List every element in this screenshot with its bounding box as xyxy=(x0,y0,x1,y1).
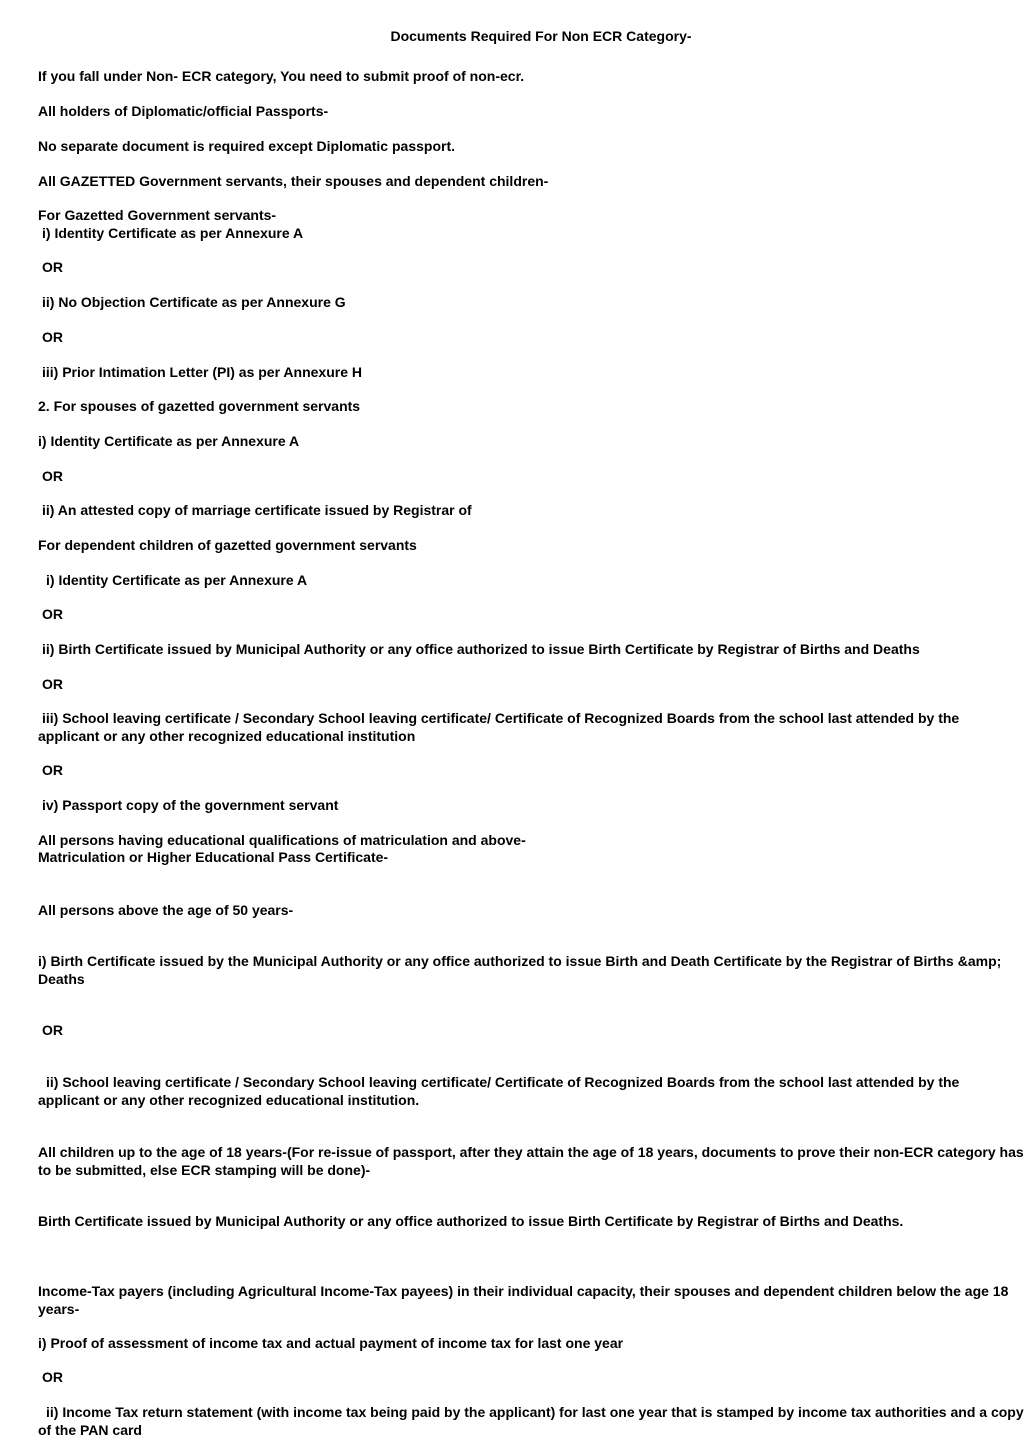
or-separator: OR xyxy=(42,1369,63,1385)
list-item: i) Birth Certificate issued by the Municipal Authority or any office authorized to issue Birth and Death Certificate by the Registrar of Births &amp; Deaths xyxy=(38,953,1002,987)
or-separator: OR xyxy=(42,676,63,692)
list-item: ii) Birth Certificate issued by Municipal Authority or any office authorized to issue Birth Certificate by Registrar of Births and Deaths xyxy=(42,641,920,657)
subheading-spouses: 2. For spouses of gazetted government servants xyxy=(38,398,361,414)
or-separator: OR xyxy=(42,762,63,778)
intro-line: If you fall under Non- ECR category, You need to submit proof of non-ecr. xyxy=(38,68,525,84)
list-item: i) Proof of assessment of income tax and actual payment of income tax for last one year xyxy=(38,1335,624,1351)
list-item: iii) School leaving certificate / Secondary School leaving certificate/ Certificate of Recognized Boards from the school last attended by the applicant or any other recognized educational institution xyxy=(38,710,960,744)
section-heading-above-50: All persons above the age of 50 years- xyxy=(38,902,294,918)
list-item: i) Identity Certificate as per Annexure A xyxy=(42,225,304,241)
or-separator: OR xyxy=(42,1022,63,1038)
children-requirement: Birth Certificate issued by Municipal Authority or any office authorized to issue Birth Certificate by Registrar of Births and Deaths. xyxy=(38,1213,904,1229)
list-item: ii) Income Tax return statement (with income tax being paid by the applicant) for last one year that is stamped by income tax authorities and a copy of the PAN card xyxy=(38,1404,1024,1438)
section-heading-diplomatic: All holders of Diplomatic/official Passports- xyxy=(38,103,329,119)
subheading-dependent-children: For dependent children of gazetted government servants xyxy=(38,537,417,553)
list-item: ii) No Objection Certificate as per Annexure G xyxy=(42,294,346,310)
list-item: i) Identity Certificate as per Annexure A xyxy=(38,433,300,449)
section-heading-gazetted: All GAZETTED Government servants, their spouses and dependent children- xyxy=(38,173,549,189)
list-item: iv) Passport copy of the government servant xyxy=(42,797,339,813)
list-item: ii) School leaving certificate / Secondary School leaving certificate/ Certificate of Recognized Boards from the school last attended by the applicant or any other recognized educational institution. xyxy=(38,1074,960,1108)
or-separator: OR xyxy=(42,468,63,484)
list-item: i) Identity Certificate as per Annexure A xyxy=(46,572,308,588)
section-heading-children-under-18: All children up to the age of 18 years-(For re-issue of passport, after they attain the age of 18 years, documents to prove their non-ECR category has to be submitted, else ECR stamping will be done)- xyxy=(38,1144,1024,1178)
or-separator: OR xyxy=(42,259,63,275)
section-heading-income-tax: Income-Tax payers (including Agricultural Income-Tax payees) in their individual capacity, their spouses and dependent children below the age 18 years- xyxy=(38,1283,1009,1317)
subheading-gazetted-servants: For Gazetted Government servants- xyxy=(38,207,277,223)
section-heading-matriculation: All persons having educational qualifications of matriculation and above- xyxy=(38,832,526,848)
or-separator: OR xyxy=(42,606,63,622)
list-item: ii) An attested copy of marriage certificate issued by Registrar of xyxy=(42,502,472,518)
matriculation-requirement: Matriculation or Higher Educational Pass Certificate- xyxy=(38,849,389,865)
list-item: iii) Prior Intimation Letter (PI) as per Annexure H xyxy=(42,364,362,380)
or-separator: OR xyxy=(42,329,63,345)
document-title: Documents Required For Non ECR Category- xyxy=(390,28,692,44)
diplomatic-requirement: No separate document is required except Diplomatic passport. xyxy=(38,138,455,154)
